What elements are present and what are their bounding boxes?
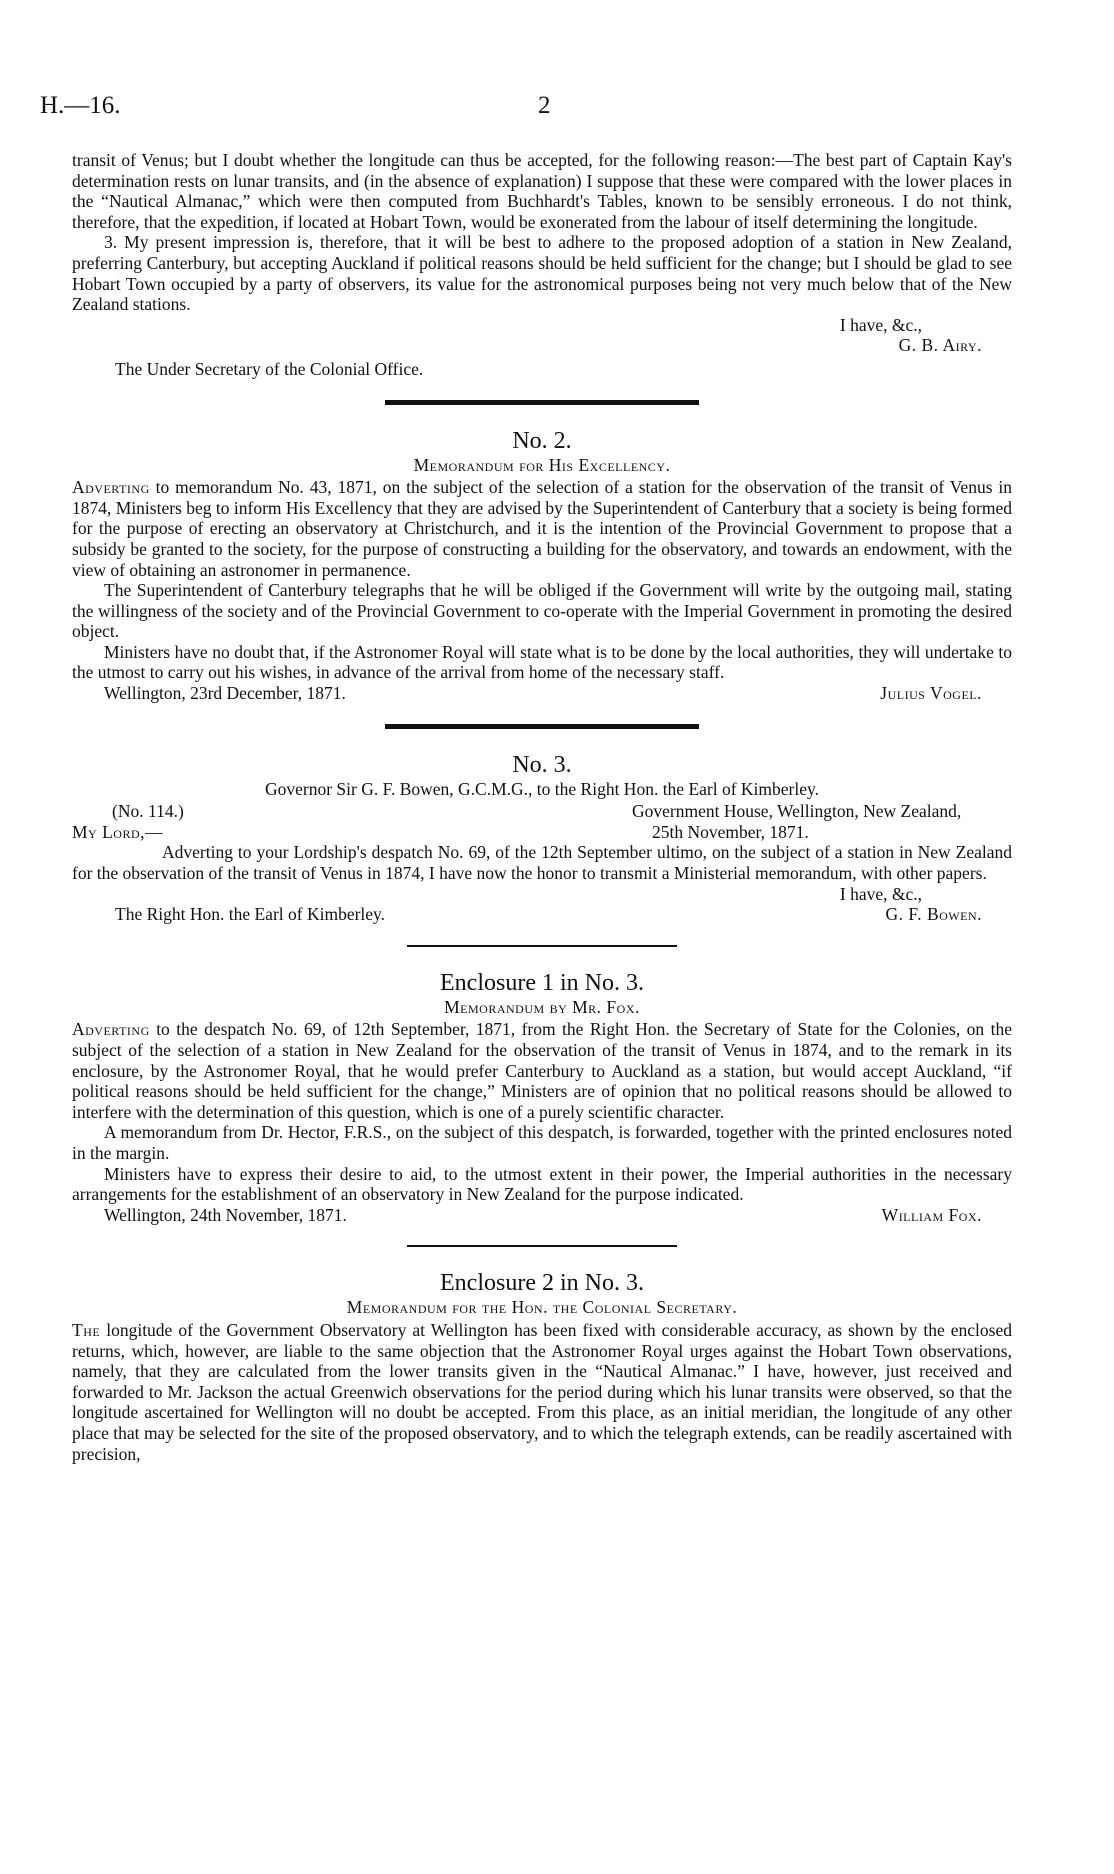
despatch-ref-row — [72, 801, 1012, 822]
despatch-ref: (No. 114.) — [112, 801, 184, 822]
no3-closing: I have, &c., — [839, 883, 922, 904]
section-subtitle: Memorandum for His Excellency. — [413, 454, 671, 475]
paragraph-text: to memorandum No. 43, 1871, on the subject of the selection of a station for the observation of the transit of Venus in 1874, Ministers beg to inform His Excellency that they are advised by the Superintendent of Canterbury that a society is being formed for the purpose of erecting an observatory at Christchurch, and it is the intention of the Provincial Government to propose that a subsidy be granted to the society, for the purpose of constructing a building for the observatory, and towards an endowment, with the view of obtaining an astronomer in permanence. — [72, 477, 1012, 580]
intro-closing: I have, &c., — [839, 314, 922, 335]
paragraph-text: to the despatch No. 69, of 12th September, 1871, from the Right Hon. the Secretary of State for the Colonies, on the subject of the selection of a station in New Zealand for the observation of the transit of Venus in 1874, and to the remark in its enclosure, by the Astronomer Royal, that he would prefer Canterbury to Auckland as a station, but would accept Auckland, “if political reasons should be held sufficient for the change,” Ministers are of opinion that no political reasons should be allowed to interfere with the determination of this question, which is one of a purely scientific character. — [72, 1019, 1012, 1122]
section-divider — [407, 945, 677, 947]
intro-signature-block — [72, 315, 1012, 356]
section-divider — [407, 1245, 677, 1247]
despatch-heading: Governor Sir G. F. Bowen, G.C.M.G., to the Right Hon. the Earl of Kimberley. — [265, 778, 819, 799]
enclosure-title: Enclosure 2 in No. 3. — [440, 1270, 644, 1297]
enclosure-subtitle: Memorandum for the Hon. the Colonial Secretary. — [346, 1297, 738, 1318]
section-no-3 — [72, 751, 1012, 925]
document-reference: H.—16. — [40, 92, 121, 119]
section-no-2 — [72, 427, 1012, 704]
section-divider — [385, 400, 699, 405]
enclosure-title: Enclosure 1 in No. 3. — [440, 969, 644, 996]
no2-paragraph-1 — [72, 477, 1012, 580]
lead-word: Adverting — [72, 477, 150, 498]
despatch-salutation-row — [72, 822, 1012, 843]
despatch-date: 25th November, 1871. — [652, 821, 809, 842]
enc1-signature: William Fox. — [881, 1204, 982, 1225]
no2-signoff — [72, 683, 1012, 704]
no2-paragraph-3: Ministers have no doubt that, if the Astronomer Royal will state what is to be done by the local authorities, they will undertake to the utmost to carry out his wishes, in advance of the arrival from home of the necessary staff. — [72, 641, 1012, 683]
lead-word: Adverting — [72, 1019, 150, 1040]
despatch-address: Government House, Wellington, New Zealand, — [632, 801, 962, 822]
no2-signature: Julius Vogel. — [880, 683, 982, 704]
no3-closing-block — [72, 884, 1012, 905]
page-number: 2 — [538, 92, 551, 119]
despatch-salutation: My Lord,— — [72, 821, 164, 842]
page-header — [40, 92, 1074, 124]
no3-addressee: The Right Hon. the Earl of Kimberley. — [115, 904, 386, 925]
intro-paragraph-2: 3. My present impression is, therefore, that it will be best to adhere to the proposed adoption of a station in New Zealand, preferring Canterbury, but accepting Auckland if political reasons should be held sufficient for the change; but I should be glad to see Hobart Town occupied by a party of observers, its value for the astronomical purposes being not very much below that of the New Zealand stations. — [72, 232, 1012, 315]
enc1-date: Wellington, 24th November, 1871. — [104, 1204, 347, 1225]
section-enclosure-2 — [72, 1269, 1012, 1464]
no3-signoff — [72, 904, 1012, 925]
enclosure-subtitle: Memorandum by Mr. Fox. — [444, 996, 640, 1017]
paragraph-text: longitude of the Government Observatory at Wellington has been fixed with considerable accuracy, as shown by the enclosed returns, which, however, are liable to the same objection that the Astronomer Royal urges against the Hobart Town observations, namely, that they are calculated from the lower transits given in the “Nautical Almanac.” I have, however, just received and forwarded to Mr. Jackson the actual Greenwich observations for the period during which his lunar transits were observed, so that the longitude ascertained for Wellington will no doubt be accepted. From this place, as an initial meridian, the longitude of any other place that may be selected for the site of the proposed observatory, and to which the telegraph extends, can be readily ascertained with precision, — [72, 1319, 1012, 1464]
enc1-signoff — [72, 1205, 1012, 1226]
document-body — [72, 150, 1012, 1464]
enc1-paragraph-1 — [72, 1019, 1012, 1122]
enc1-paragraph-3: Ministers have to express their desire to aid, to the utmost extent in their power, the Imperial authorities in the necessary arrangements for the establishment of an observatory in New Zealand for the purpose indicated. — [72, 1163, 1012, 1205]
lead-word: The — [72, 1319, 101, 1340]
enc1-paragraph-2: A memorandum from Dr. Hector, F.R.S., on the subject of this despatch, is forwarded, together with the printed enclosures noted in the margin. — [72, 1122, 1012, 1163]
section-divider — [385, 724, 699, 729]
no3-signature: G. F. Bowen. — [885, 904, 982, 925]
section-number: No. 2. — [512, 427, 572, 454]
intro-addressee: The Under Secretary of the Colonial Office. — [115, 358, 424, 379]
intro-letter — [72, 150, 1012, 380]
intro-signature: G. B. Airy. — [898, 335, 982, 356]
intro-paragraph-1: transit of Venus; but I doubt whether the longitude can thus be accepted, for the following reason:—The best part of Captain Kay's determination rests on lunar transits, and (in the absence of explanation) I suppose that these were compared with the lower places in the “Nautical Almanac,” which were then computed from Buchhardt's Tables, known to be sensibly erroneous. I do not think, therefore, that the expedition, if located at Hobart Town, would be exonerated from the labour of itself determining the longitude. — [72, 150, 1012, 232]
section-enclosure-1 — [72, 969, 1012, 1226]
no3-paragraph-1: Adverting to your Lordship's despatch No. 69, of the 12th September ultimo, on the subject of a station in New Zealand for the observation of the transit of Venus in 1874, I have now the honor to transmit a Ministerial memorandum, with other papers. — [72, 842, 1012, 884]
section-number: No. 3. — [512, 751, 572, 778]
no2-date: Wellington, 23rd December, 1871. — [104, 683, 346, 704]
enc2-paragraph-1 — [72, 1320, 1012, 1464]
no2-paragraph-2: The Superintendent of Canterbury telegraphs that he will be obliged if the Government will write by the outgoing mail, stating the willingness of the society and of the Provincial Government to co-operate with the Imperial Government in promoting the desired object. — [72, 580, 1012, 642]
